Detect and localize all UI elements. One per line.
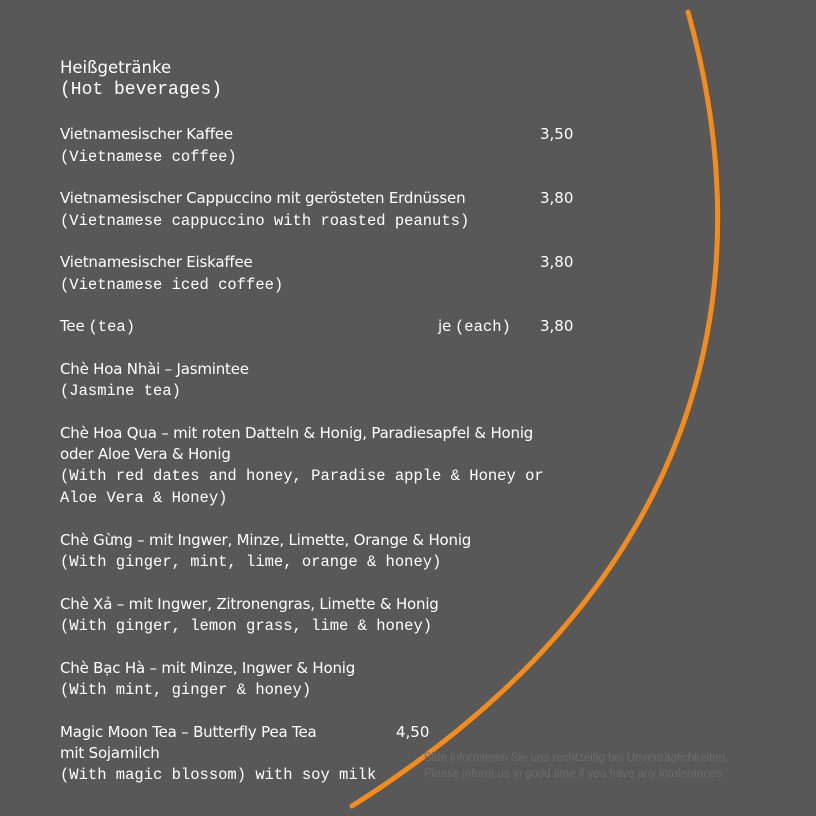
item-name-german: Tee [60,317,85,335]
menu-title-german: Heißgetränke [60,58,172,77]
item-name-german: Vietnamesischer Eiskaffee [60,253,253,271]
item-name-english: (With red dates and honey, Paradise apple & Honey or [60,467,544,485]
item-name-german: Magic Moon Tea – Butterfly Pea Tea [60,723,317,741]
item-name-german: Chè Hoa Qua – mit roten Datteln & Honig, Paradiesapfel & Honig [60,424,534,442]
item-name-german: Chè Hoa Nhài – Jasmintee [60,360,249,378]
item-name-german: Chè Xả – mit Ingwer, Zitronengras, Limette & Honig [60,595,439,613]
intolerance-notice-german: Bitte informieren Sie uns rechtzeitig bei Unverträglichkeiten. [424,752,729,764]
menu-title-english: (Hot beverages) [60,80,223,100]
intolerance-notice-english: Please inform us in good time if you have any intolerances. [424,768,725,780]
item-name-english: (With mint, ginger & honey) [60,681,312,699]
item-name-english-cont: Aloe Vera & Honey) [60,489,228,507]
item-name-german: Vietnamesischer Cappuccino mit gerösteten Erdnüssen [60,189,466,207]
item-name-german-cont: oder Aloe Vera & Honig [60,445,231,463]
item-name-german-cont: mit Sojamilch [60,744,160,762]
item-price: 4,50 [396,723,430,741]
each-label-english: (each) [455,318,511,336]
each-label-german: je [438,317,451,335]
item-name-english: (With ginger, mint, lime, orange & honey) [60,553,442,571]
item-name-german: Chè Gừng – mit Ingwer, Minze, Limette, Orange & Honig [60,531,472,549]
item-name-german: Chè Bạc Hà – mit Minze, Ingwer & Honig [60,659,356,677]
item-price: 3,80 [540,317,574,335]
item-name-english: (Vietnamese coffee) [60,148,237,166]
item-name-english: (With magic blossom) with soy milk [60,766,377,784]
item-name-english: (Jasmine tea) [60,382,181,400]
item-name-english: (tea) [88,318,135,336]
item-price: 3,50 [540,125,574,143]
item-name-english: (With ginger, lemon grass, lime & honey) [60,617,433,635]
item-price: 3,80 [540,189,574,207]
price-each-label [438,317,511,336]
tea-line [60,317,135,336]
item-name-english: (Vietnamese cappuccino with roasted peanuts) [60,212,470,230]
item-name-english: (Vietnamese iced coffee) [60,276,284,294]
item-name-german: Vietnamesischer Kaffee [60,125,233,143]
item-price: 3,80 [540,253,574,271]
